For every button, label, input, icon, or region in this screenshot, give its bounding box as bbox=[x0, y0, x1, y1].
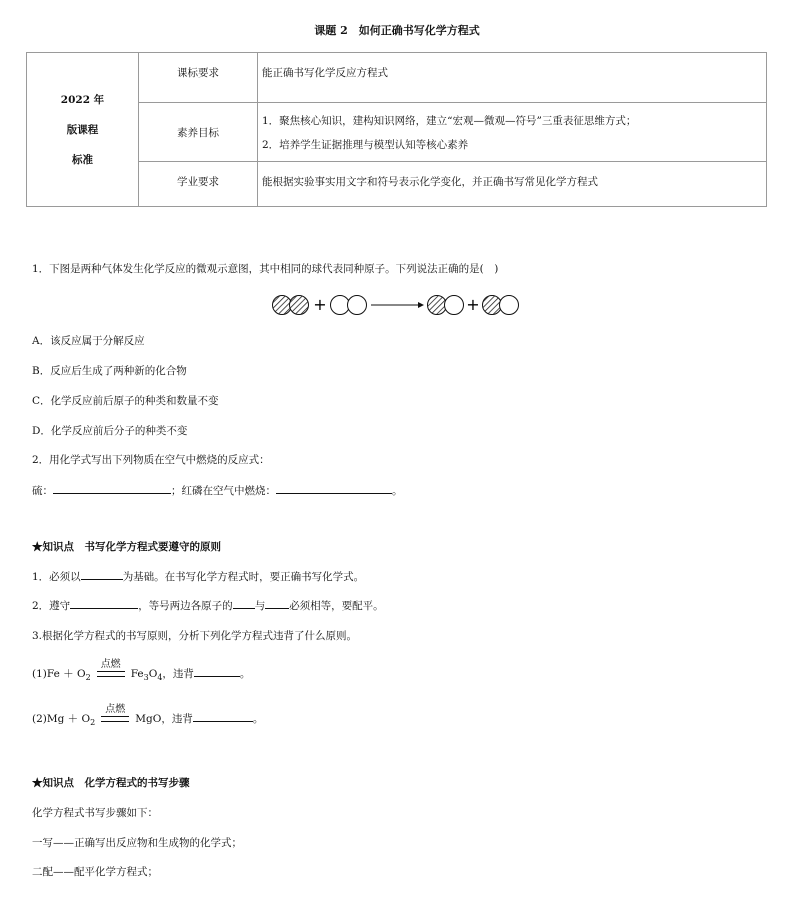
q1-stem: 1．下图是两种气体发生化学反应的微观示意图，其中相同的球代表同种原子。下列说法正确的是( ) bbox=[32, 263, 499, 275]
hatched-atom bbox=[483, 296, 502, 315]
blank[interactable] bbox=[193, 711, 253, 722]
end-mark: 。 bbox=[392, 485, 403, 497]
separator: ； bbox=[171, 485, 182, 497]
text: 与 bbox=[254, 600, 266, 612]
kp1-equation-1 bbox=[32, 659, 251, 683]
reaction-arrowhead bbox=[418, 302, 424, 308]
hatched-atom bbox=[290, 296, 309, 315]
year-line: 标准 bbox=[72, 153, 93, 166]
phosphorus-blank[interactable] bbox=[276, 482, 392, 494]
curriculum-standards-table bbox=[26, 52, 767, 207]
q2-stem: 2．用化学式写出下列物质在空气中燃烧的反应式： bbox=[32, 454, 270, 466]
text: 。 bbox=[239, 668, 251, 680]
kp2-intro: 化学方程式书写步骤如下： bbox=[32, 807, 158, 819]
subscript: 4 bbox=[157, 673, 163, 683]
year-line: 2022 年 bbox=[60, 93, 105, 106]
kp2-step1: 一写——正确写出反应物和生成物的化学式； bbox=[32, 837, 242, 849]
text: ，违背 bbox=[162, 668, 194, 680]
kp2-heading: ★知识点 化学方程式的书写步骤 bbox=[32, 777, 190, 789]
plus-sign: + bbox=[313, 295, 327, 314]
text: 2．遵守 bbox=[32, 600, 71, 612]
white-atom bbox=[331, 296, 350, 315]
q1-option-b: B．反应后生成了两种新的化合物 bbox=[32, 365, 187, 377]
text: 必须相等，要配平。 bbox=[289, 600, 384, 612]
standard-year-cell bbox=[27, 53, 139, 207]
white-atom bbox=[348, 296, 367, 315]
white-atom bbox=[500, 296, 519, 315]
q1-option-d: D．化学反应前后分子的种类不变 bbox=[32, 425, 188, 437]
reactants: (1)Fe ＋ O bbox=[32, 668, 86, 680]
row-value bbox=[258, 162, 767, 207]
white-atom bbox=[445, 296, 464, 315]
page-title: 课题 2 如何正确书写化学方程式 bbox=[314, 24, 480, 37]
hatched-atom bbox=[273, 296, 292, 315]
subscript: 2 bbox=[90, 718, 96, 728]
blank[interactable] bbox=[233, 598, 255, 609]
sulfur-label: 硫： bbox=[32, 485, 53, 497]
subscript: 3 bbox=[143, 673, 149, 683]
sulfur-blank[interactable] bbox=[53, 482, 171, 494]
row-label: 课标要求 bbox=[139, 53, 258, 103]
blank[interactable] bbox=[81, 569, 123, 580]
hatched-atom bbox=[428, 296, 447, 315]
equals-sign bbox=[99, 704, 131, 725]
blank[interactable] bbox=[70, 598, 138, 609]
row-value-line: 能正确书写化学反应方程式 bbox=[262, 67, 388, 79]
kp1-item1 bbox=[32, 569, 364, 584]
kp1-heading: ★知识点 书写化学方程式要遵守的原则 bbox=[32, 541, 221, 553]
row-value-line: 1．聚焦核心知识，建构知识网络，建立“宏观—微观—符号”三重表征思维方式； bbox=[262, 115, 637, 127]
kp1-item3: 3.根据化学方程式的书写原则，分析下列化学方程式违背了什么原则。 bbox=[32, 630, 358, 642]
blank[interactable] bbox=[194, 666, 240, 677]
text: ，违背 bbox=[161, 713, 193, 725]
product: MgO bbox=[135, 713, 162, 725]
kp1-equation-2 bbox=[32, 704, 264, 728]
row-label: 学业要求 bbox=[139, 162, 258, 207]
plus-sign: + bbox=[466, 295, 480, 314]
reactants: (2)Mg ＋ O bbox=[32, 713, 91, 725]
reaction-condition: 点燃 bbox=[100, 659, 121, 670]
phosphorus-label: 红磷在空气中燃烧： bbox=[181, 485, 276, 497]
q1-option-c: C．化学反应前后原子的种类和数量不变 bbox=[32, 395, 219, 407]
text: ，等号两边各原子的 bbox=[138, 600, 233, 612]
equals-sign bbox=[95, 659, 127, 680]
year-line: 版课程 bbox=[66, 123, 99, 136]
text: 。 bbox=[252, 713, 264, 725]
row-value bbox=[258, 53, 767, 103]
subscript: 2 bbox=[85, 673, 91, 683]
row-value-line: 2．培养学生证据推理与模型认知等核心素养 bbox=[262, 139, 469, 151]
product: Fe bbox=[130, 668, 144, 680]
q2-answer-line bbox=[32, 482, 403, 498]
reaction-diagram bbox=[268, 290, 528, 320]
kp2-step2: 二配——配平化学方程式； bbox=[32, 866, 158, 878]
kp1-item2 bbox=[32, 598, 384, 613]
q1-option-a: A．该反应属于分解反应 bbox=[32, 335, 145, 347]
row-label: 素养目标 bbox=[139, 103, 258, 162]
row-value bbox=[258, 103, 767, 162]
text: 为基础。在书写化学方程式时，要正确书写化学式。 bbox=[122, 571, 365, 583]
reaction-condition: 点燃 bbox=[105, 704, 126, 715]
blank[interactable] bbox=[265, 598, 289, 609]
product: O bbox=[148, 668, 158, 680]
text: 1．必须以 bbox=[32, 571, 81, 583]
row-value-line: 能根据实验事实用文字和符号表示化学变化，并正确书写常见化学方程式 bbox=[262, 176, 598, 188]
